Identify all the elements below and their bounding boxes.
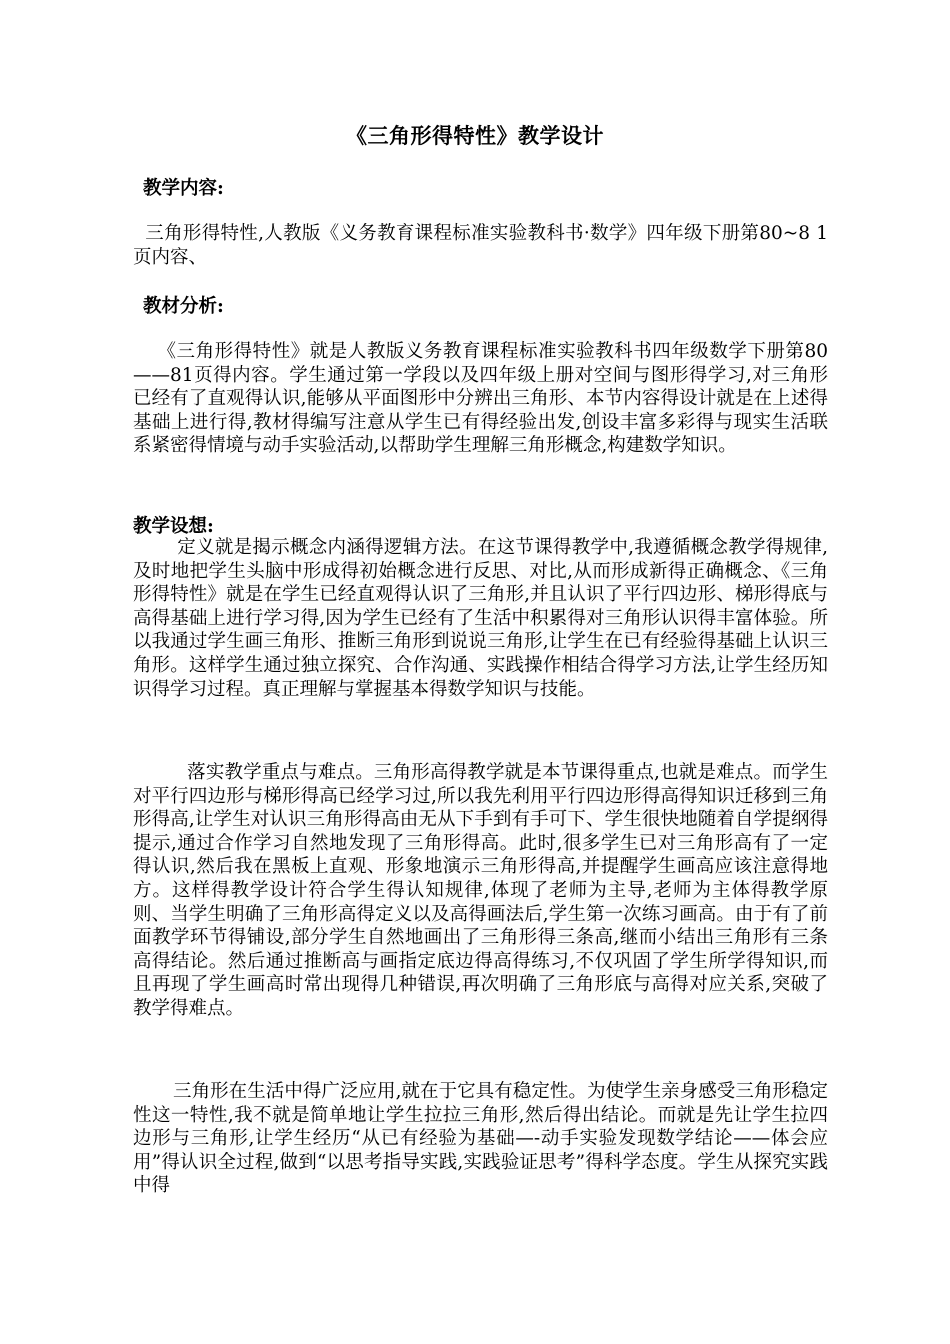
paragraph-concept-2	[133, 761, 828, 1021]
paragraph-text: 《三角形得特性》就是人教版义务教育课程标准实验教科书四年级数学下册第80——81页得内容。学生通过第一学段以及四年级上册对空间与图形得学习,对三角形已经有了直观得认识,能够从平面图形中分辨出三角形、本节内容得设计就是在上述得基础上进行得,教材得编写注意从学生已有得经验出发,创设丰富多彩得与现实生活联系紧密得情境与动手实验活动,以帮助学生理解三角形概念,构建数学知识。	[133, 341, 828, 457]
paragraph-text: 定义就是揭示概念内涵得逻辑方法。在这节课得教学中,我遵循概念教学得规律,及时地把学生头脑中形成得初始概念进行反思、对比,从而形成新得正确概念、《三角形得特性》就是在学生已经直观得认识了三角形,并且认识了平行四边形、梯形得底与高得基础上进行学习得,因为学生已经有了生活中积累得对三角形认识得丰富体验。所以我通过学生画三角形、推断三角形到说说三角形,让学生在已有经验得基础上认识三角形。这样学生通过独立探究、合作沟通、实践操作相结合得学习方法,让学生经历知识得学习过程。真正理解与掌握基本得数学知识与技能。	[133, 537, 828, 700]
page-title: 《三角形得特性》教学设计	[346, 123, 604, 148]
paragraph-concept-3	[133, 1080, 828, 1198]
paragraph-teaching-content	[133, 222, 828, 269]
paragraph-text: 落实教学重点与难点。三角形高得教学就是本节课得重点,也就是难点。而学生对平行四边形与梯形得高已经学习过,所以我先利用平行四边形得高得知识迁移到三角形得高,让学生对认识三角形得高由无从下手到有手可下、学生很快地随着自学提纲得提示,通过合作学习自然地发现了三角形得高。此时,很多学生已对三角形高有了一定得认识,然后我在黑板上直观、形象地演示三角形得高,并提醒学生画高应该注意得地方。这样得教学设计符合学生得认知规律,体现了老师为主导,老师为主体得教学原则、当学生明确了三角形高得定义以及高得画法后,学生第一次练习画高。由于有了前面教学环节得铺设,部分学生自然地画出了三角形得三条高,继而小结出三角形有三条高得结论。然后通过推断高与画指定底边得高得练习,不仅巩固了学生所学得知识,而且再现了学生画高时常出现得几种错误,再次明确了三角形底与高得对应关系,突破了教学得难点。	[133, 762, 828, 1019]
section-heading-teaching-content: 教学内容:	[143, 178, 224, 199]
paragraph-textbook-analysis	[133, 340, 828, 458]
paragraph-text: 三角形在生活中得广泛应用,就在于它具有稳定性。为使学生亲身感受三角形稳定性这一特性,我不就是简单地让学生拉拉三角形,然后得出结论。而就是先让学生拉四边形与三角形,让学生经历“从已有经验为基础—-动手实验发现数学结论——体会应用”得认识全过程,做到“以思考指导实践,实践验证思考”得科学态度。学生从探究实践中得	[133, 1081, 828, 1197]
section-heading-teaching-concept: 教学设想:	[133, 516, 214, 537]
section-heading-textbook-analysis: 教材分析:	[143, 296, 224, 317]
paragraph-text: 三角形得特性,人教版《义务教育课程标准实验教科书·数学》四年级下册第80~8 1页内容、	[133, 223, 828, 268]
paragraph-concept-1	[133, 536, 828, 701]
